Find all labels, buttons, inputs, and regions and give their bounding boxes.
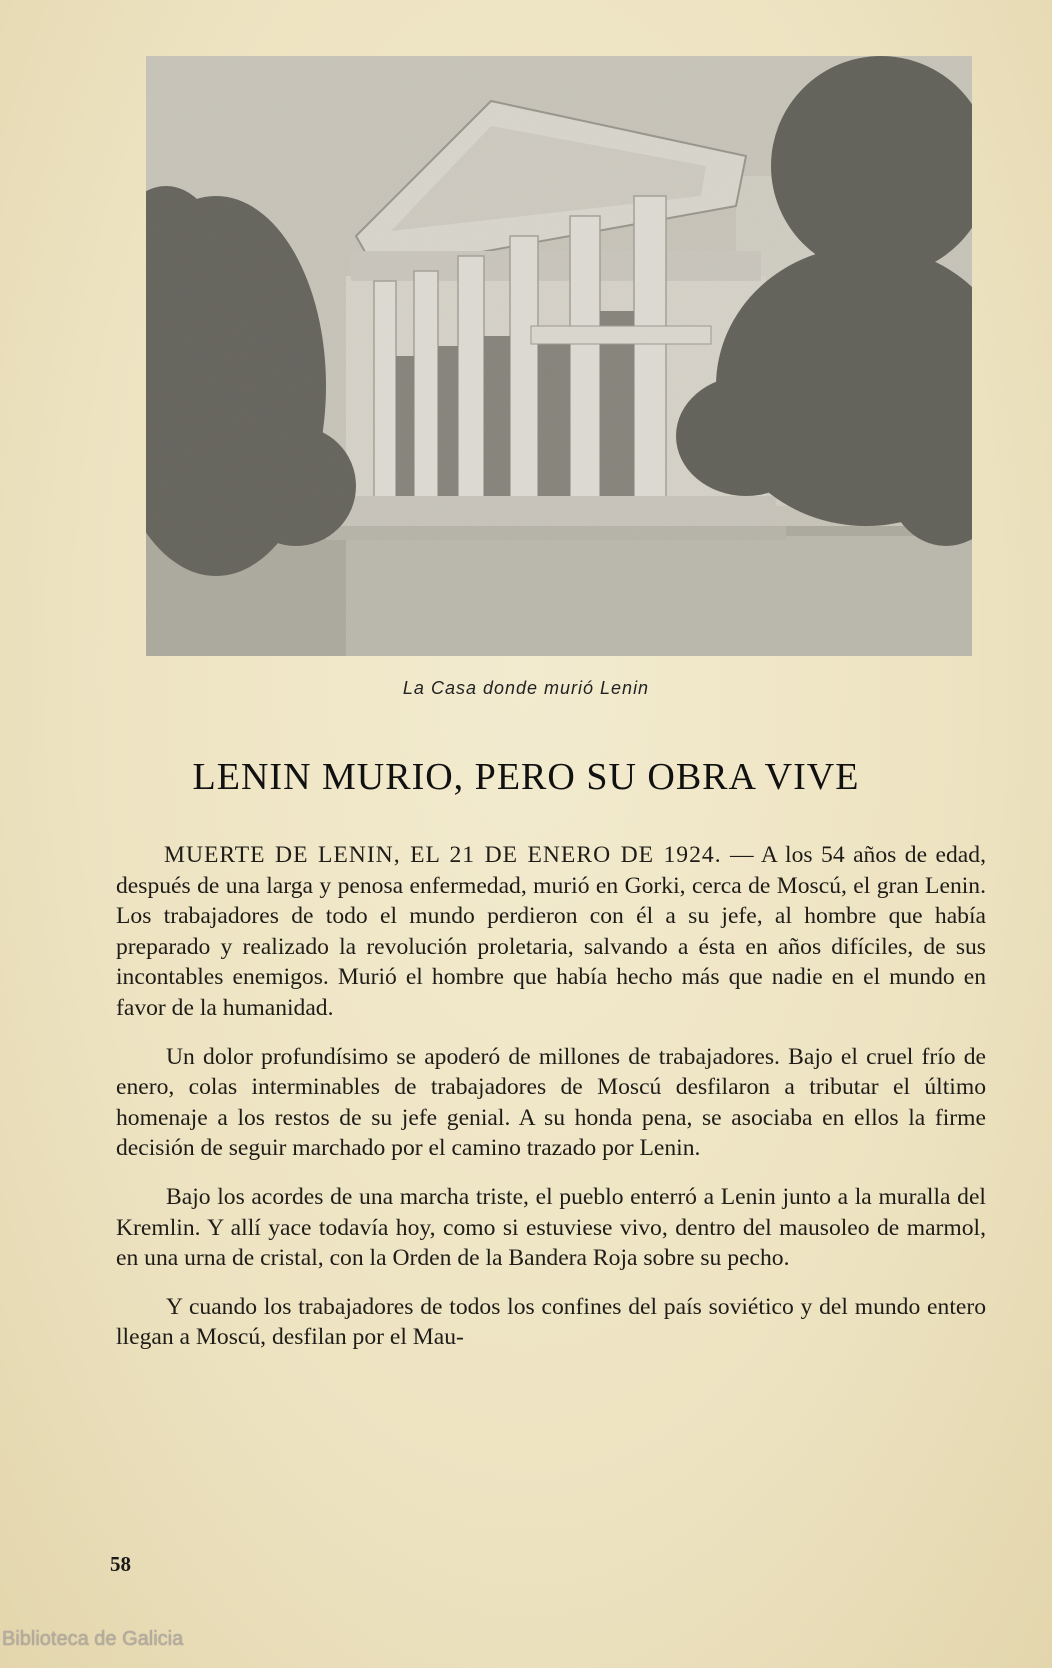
chapter-title: LENIN MURIO, PERO SU OBRA VIVE (192, 756, 860, 798)
paragraph-1-lead: MUERTE DE LENIN, EL 21 DE ENERO DE 1924. (164, 842, 722, 868)
house-photo-icon (146, 56, 972, 656)
article-body (116, 840, 986, 1371)
photo-caption: La Casa donde murió Lenin (402, 678, 650, 698)
library-watermark: Biblioteca de Galicia (2, 1628, 184, 1650)
house-photo (146, 56, 972, 656)
paragraph-4: Y cuando los trabajadores de todos los confines del país soviético y del mundo entero llegan a Moscú, desfilan por el Mau- (116, 1293, 986, 1351)
paragraph-1-text: — A los 54 años de edad, después de una larga y penosa enfermedad, murió en Gorki, cerca de Moscú, el gran Lenin. Los trabajadores de todo el mundo perdieron con él a su jefe, al hombre que había preparado y realizado la revolución proletaria, salvando a ésta en años difíciles, de sus incontables enemigos. Murió el hombre que había hecho más que nadie en el mundo en favor de la humanidad. (116, 842, 986, 1021)
paragraph-2: Un dolor profundísimo se apoderó de millones de trabajadores. Bajo el cruel frío de enero, colas interminables de trabajadores de Moscú desfilaron a tributar el último homenaje a los restos de su jefe genial. A su honda pena, se asociaba en ellos la firme decisión de seguir marchado por el camino trazado por Lenin. (116, 1043, 986, 1162)
paragraph-3: Bajo los acordes de una marcha triste, el pueblo enterró a Lenin junto a la muralla del Kremlin. Y allí yace todavía hoy, como si estuviese vivo, dentro del mausoleo de marmol, en una urna de cristal, con la Orden de la Bandera Roja sobre su pecho. (116, 1183, 986, 1272)
page-number: 58 (110, 1552, 131, 1576)
paragraph-1 (116, 840, 986, 1024)
